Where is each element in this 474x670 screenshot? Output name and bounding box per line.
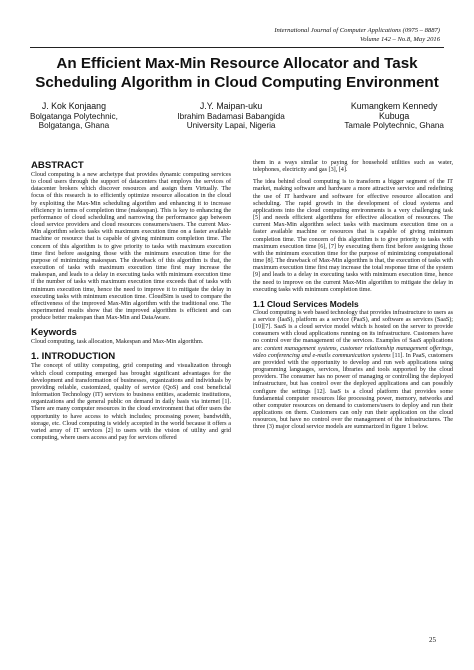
title-line-1: An Efficient Max-Min Resource Allocator and Task [56, 55, 418, 72]
keywords-text: Cloud computing, task allocation, Makespan and Max-Min algorithm. [31, 339, 204, 346]
intro-continued-paragraph: them in a ways similar to paying for household utilities such as water, telephones, electricity and gas [3], [4]. [253, 160, 453, 174]
cloud-services-text-a: Cloud computing is web based technology that provides infrastructure to users as a service (IaaS), platform as a service (PaaS), and software as services (SaaS); [10][7]. SaaS is a cloud service model which is hosted on the server to provide consumers with cloud applications running on its infrastructure. Customers have no control over the management of the services. Examples of SaaS applications are: [253, 309, 453, 352]
section-heading-cloud-services: 1.1 Cloud Services Models [253, 298, 359, 309]
cloud-services-paragraph [253, 310, 453, 432]
author-3 [344, 102, 444, 131]
abstract-heading: ABSTRACT [31, 160, 84, 171]
introduction-text: The concept of utility computing, grid computing and visualization through which cloud computing emerged has brought significant advantages for the development and transformation of businesses, organizations and individuals by providing reliable, customized, quality of service (QoS) and cost beneficial Information Technology (IT) services to business entities, academic institutions, organizations and the general public on demand in daily basis via internet [1]. There are many computer resources in the cloud environment that offer users the opportunity to have access to which includes; processing power, bandwidth, storage, etc. Cloud computing is widely accepted in the world because it offers a varied array of IT services [2] to users with the vision of utility and grid computing, where users access and pay for services offered [31, 363, 231, 441]
right-column [253, 160, 453, 436]
author-location: Bolgatanga, Ghana [38, 121, 110, 131]
header-rule [30, 47, 444, 48]
title-line-2: Scheduling Algorithm in Cloud Computing Environment [35, 73, 439, 91]
author-block [30, 102, 444, 131]
journal-name: International Journal of Computer Applications (0975 – 8887) [274, 27, 440, 34]
paper-title [28, 55, 446, 92]
author-affiliation: Bolgatanga Polytechnic, [30, 111, 118, 121]
left-column [31, 160, 231, 447]
cloud-services-emphasis: content management systems, customer relationship management offerings, video conferencing and e-mails communication systems [253, 345, 453, 359]
author-affiliation: Tamale Polytechnic, Ghana [344, 121, 444, 131]
author-1 [30, 102, 118, 131]
cloud-services-text-b: [11]. In PaaS, customers are provided with the opportunity to develop and run web applications using programming languages, services, libraries and tools supported by the cloud providers. The consumer has no power of managing or controlling the deployed infrastructure, but has control over the deployed applications and can possibly configure the settings [12]. IaaS is a cloud platform that provides some fundamental computer resources like processing power, memory, networks and other computer resources on demand to customers/users to deploy and run their applications on them. Customers can only run their application on the cloud resources, but have no control over the management of the infrastructures. The three (3) major cloud service models are summarized in figure 1 below. [253, 352, 453, 431]
author-location: University Lapai, Nigeria [186, 121, 276, 131]
author-name-continued: Kubuga [378, 110, 410, 121]
keywords-heading: Keywords [31, 327, 77, 339]
journal-header [274, 27, 440, 44]
cloud-idea-paragraph: The idea behind cloud computing is to transform a bigger segment of the IT market, making software and hardware a more attractive service and redefining the use of IT hardware and software for effective resource allocation and scheduling. The rapid growth in the development of cloud systems and applications into the cloud computing environments is a very challenging task [5] and needs efficient algorithms for effective allocation of resources. The current Max-Min algorithm select tasks with maximum execution time on a faster available machine or resources that is capable of giving minimum completion time. The concern of this algorithm is to give priority to tasks with maximum execution time [6], [7] by executing them first before assigning those with the minimum execution time for the purpose of minimizing computational time [8]. The drawback of Max-Min algorithm is that, the execution of tasks with maximum execution time first may increase the total response time of the system [9] and leads to a delay in executing tasks with minimum execution time, hence the need to improve on the current Max-Min algorithm to mitigate the delay in executing tasks with minimum completion time. [253, 179, 453, 293]
author-name: J.Y. Maipan-uku [199, 101, 263, 111]
introduction-heading: 1. INTRODUCTION [31, 351, 116, 363]
author-2 [177, 102, 284, 131]
journal-volume: Volume 142 – No.8, May 2016 [359, 35, 440, 43]
page-number: 25 [429, 636, 436, 644]
author-affiliation: Ibrahim Badamasi Babangida [177, 111, 285, 121]
author-name: J. Kok Konjaang [41, 101, 106, 111]
author-name: Kumangkem Kennedy [350, 101, 438, 111]
abstract-text: Cloud computing is a new archetype that provides dynamic computing services to cloud users through the support of datacenters that employs the services of datacenter brokers which discover resources and assign them Virtually. The focus of this research is to efficiently optimize resource allocation in the cloud by exploiting the Max-Min scheduling algorithm and enhancing it to increase efficiency in terms of completion time (makespan). This is key to enhancing the performance of cloud scheduling and narrowing the performance gap between cloud service providers and cloud resources consumers/users. The current Max-Min algorithm selects tasks with maximum execution time on a faster available machine or resource that is capable of giving minimum completion time. The concern of this algorithm is to give priority to tasks with maximum execution time first before assigning those with the minimum execution time for the purpose of minimizing makespan. The drawback of this algorithm is that, the execution of tasks with maximum execution time first may increase the makespan, and leads to a delay in executing tasks with minimum execution time if the number of tasks with maximum execution time exceeds that of tasks with minimum execution time, hence the need to improve it to mitigate the delay in executing tasks with minimum execution time. CloudSim is used to compare the effectiveness of the improved Max-Min algorithm with the traditional one. The experimented results show that the improved algorithm is efficient and can produce better makespan than Max-Min and DataAware. [31, 172, 231, 322]
